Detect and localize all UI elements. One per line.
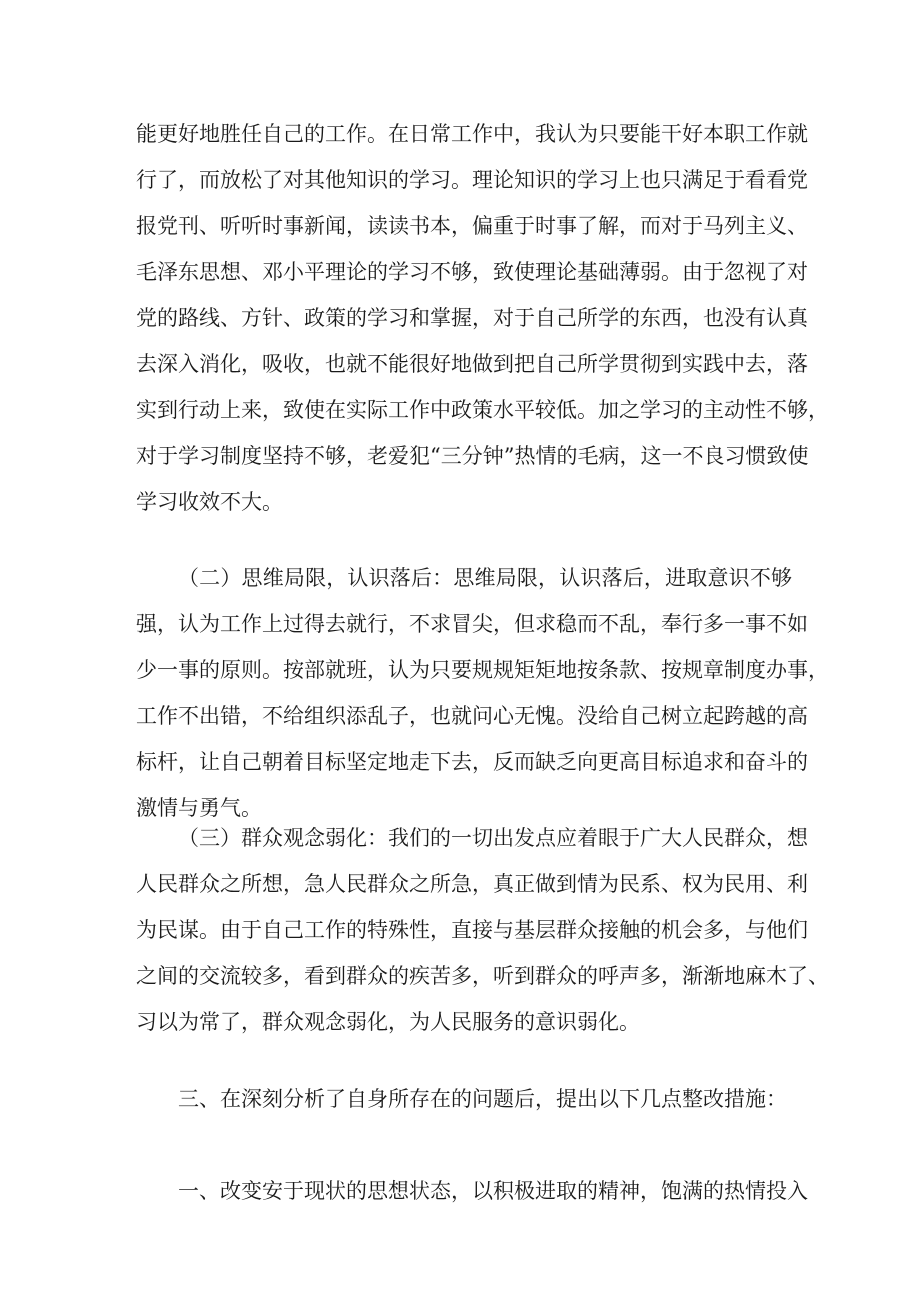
text-line: 报党刊、听听时事新闻，读读书本，偏重于时事了解，而对于马列主义、 bbox=[136, 214, 808, 238]
text-line: 学习收效不大。 bbox=[136, 490, 283, 514]
text-line: 工作不出错，不给组织添乱子，也就问心无愧。没给自己树立起跨越的高 bbox=[136, 704, 808, 728]
text-line: 对于学习制度坚持不够，老爱犯“三分钟”热情的毛病，这一不良习惯致使 bbox=[136, 444, 809, 468]
text-line: 之间的交流较多，看到群众的疾苦多，听到群众的呼声多，渐渐地麻木了、 bbox=[136, 964, 829, 988]
paragraph-study-shortcomings bbox=[136, 111, 829, 525]
paragraph-mass-awareness bbox=[136, 815, 829, 1045]
text-line: 三、在深刻分析了自身所存在的问题后，提出以下几点整改措施： bbox=[178, 1087, 787, 1111]
text-line: 激情与勇气。 bbox=[136, 796, 262, 820]
text-line: 去深入消化，吸收，也就不能很好地做到把自己所学贯彻到实践中去，落 bbox=[136, 352, 808, 376]
text-line: 人民群众之所想，急人民群众之所急，真正做到情为民系、权为民用、利 bbox=[136, 872, 808, 896]
text-line: 少一事的原则。按部就班，认为只要规规矩矩地按条款、按规章制度办事， bbox=[136, 658, 829, 682]
text-line: 毛泽东思想、邓小平理论的学习不够，致使理论基础薄弱。由于忽视了对 bbox=[136, 260, 808, 284]
text-line: 习以为常了，群众观念弱化，为人民服务的意识弱化。 bbox=[136, 1010, 640, 1034]
text-line: 一、改变安于现状的思想状态，以积极进取的精神，饱满的热情投入 bbox=[178, 1179, 808, 1203]
text-line: （三）群众观念弱化：我们的一切出发点应着眼于广大人民群众，想 bbox=[178, 826, 808, 850]
text-line: 标杆，让自己朝着目标坚定地走下去，反而缺乏向更高目标追求和奋斗的 bbox=[136, 750, 808, 774]
paragraph-limited-thinking bbox=[136, 555, 829, 831]
text-line: 党的路线、方针、政策的学习和掌握，对于自己所学的东西，也没有认真 bbox=[136, 306, 808, 330]
text-line: 实到行动上来，致使在实际工作中政策水平较低。加之学习的主动性不够， bbox=[136, 398, 829, 422]
text-line: 强，认为工作上过得去就行，不求冒尖，但求稳而不乱，奉行多一事不如 bbox=[136, 612, 808, 636]
paragraph-measure-one bbox=[136, 1168, 808, 1214]
text-line: 能更好地胜任自己的工作。在日常工作中，我认为只要能干好本职工作就 bbox=[136, 122, 808, 146]
text-line: 行了，而放松了对其他知识的学习。理论知识的学习上也只满足于看看党 bbox=[136, 168, 808, 192]
text-line: 为民谋。由于自己工作的特殊性，直接与基层群众接触的机会多，与他们 bbox=[136, 918, 808, 942]
section-heading-rectification bbox=[136, 1076, 792, 1122]
text-line: （二）思维局限，认识落后：思维局限，认识落后，进取意识不够 bbox=[178, 566, 792, 590]
